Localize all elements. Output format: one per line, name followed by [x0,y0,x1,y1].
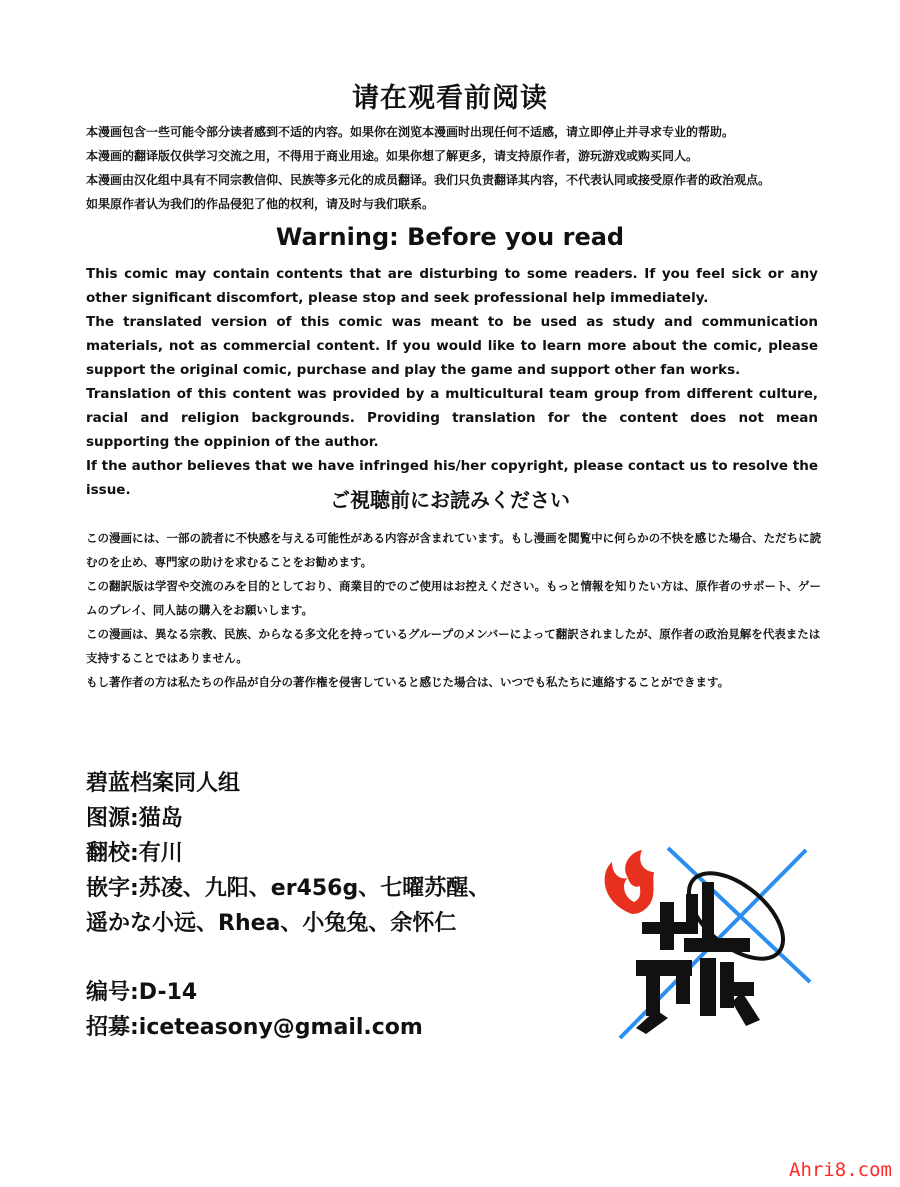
notice-english-paragraph: The translated version of this comic was meant to be used as study and communication materials, not as commercial content. If you would like to learn more about the comic, please support the original comic, purchase and play the game and support other fan works. [86,314,818,378]
heading-chinese: 请在观看前阅读 [352,83,548,114]
credits-block [86,766,586,1045]
notice-chinese-line: 本漫画的翻译版仅供学习交流之用，不得用于商业用途。如果你想了解更多，请支持原作者，游玩游戏或购买同人。 [86,149,699,163]
typesetting-credit-continued: 遥かな小远、Rhea、小兔兔、余怀仁 [86,911,457,936]
heading-japanese: ご視聴前にお読みください [330,488,570,512]
spacer [86,941,586,975]
notice-english [86,262,818,502]
group-name: 碧蓝档案同人组 [86,771,241,796]
notice-english-paragraph: This comic may contain contents that are disturbing to some readers. If you feel sick or any other significant discomfort, please stop and seek professional help immediately. [86,266,818,306]
notice-japanese [86,526,826,694]
notice-chinese [86,120,826,216]
group-logo [596,842,816,1042]
notice-japanese-paragraph: もし著作者の方は私たちの作品が自分の著作権を侵害していると感じた場合は、いつでも私たちに連絡することができます。 [86,675,730,689]
source-credit: 图源:猫岛 [86,806,183,831]
notice-japanese-paragraph: この漫画は、異なる宗教、民族、からなる多文化を持っているグループのメンバーによって翻訳されましたが、原作者の政治見解を代表または支持することではありません。 [86,627,821,665]
number-credit: 编号:D-14 [86,980,198,1005]
typesetting-credit: 嵌字:苏凌、九阳、er456g、七曜苏醒、 [86,876,491,901]
translation-credit: 翻校:有川 [86,841,183,866]
heading-english: Warning: Before you read [275,223,625,251]
notice-english-paragraph: Translation of this content was provided by a multicultural team group from different culture, racial and religion backgrounds. Providing translation for the content does not mean supporting the oppinion of the author. [86,386,818,450]
notice-japanese-paragraph: この翻訳版は学習や交流のみを目的としており、商業目的でのご使用はお控えください。もっと情報を知りたい方は、原作者のサポート、ゲームのプレイ、同人誌の購入をお願いします。 [86,579,821,617]
recruit-email[interactable]: 招募:iceteasony@gmail.com [86,1015,423,1040]
notice-japanese-paragraph: この漫画には、一部の読者に不快感を与える可能性がある内容が含まれています。もし漫画を閲覧中に何らかの不快を感じた場合、ただちに読むのを止め、専門家の助けを求むることをお勧めます。 [86,531,822,569]
notice-chinese-line: 如果原作者认为我们的作品侵犯了他的权利，请及时与我们联系。 [86,197,435,211]
notice-chinese-line: 本漫画由汉化组中具有不同宗教信仰、民族等多元化的成员翻译。我们只负责翻译其内容，不代表认同或接受原作者的政治观点。 [86,173,771,187]
notice-chinese-line: 本漫画包含一些可能令部分读者感到不适的内容。如果你在浏览本漫画时出现任何不适感，请立即停止并寻求专业的帮助。 [86,125,735,139]
notice-english-paragraph: If the author believes that we have infringed his/her copyright, please contact us to resolve the issue. [86,458,818,498]
watermark: Ahri8.com [789,1159,892,1181]
